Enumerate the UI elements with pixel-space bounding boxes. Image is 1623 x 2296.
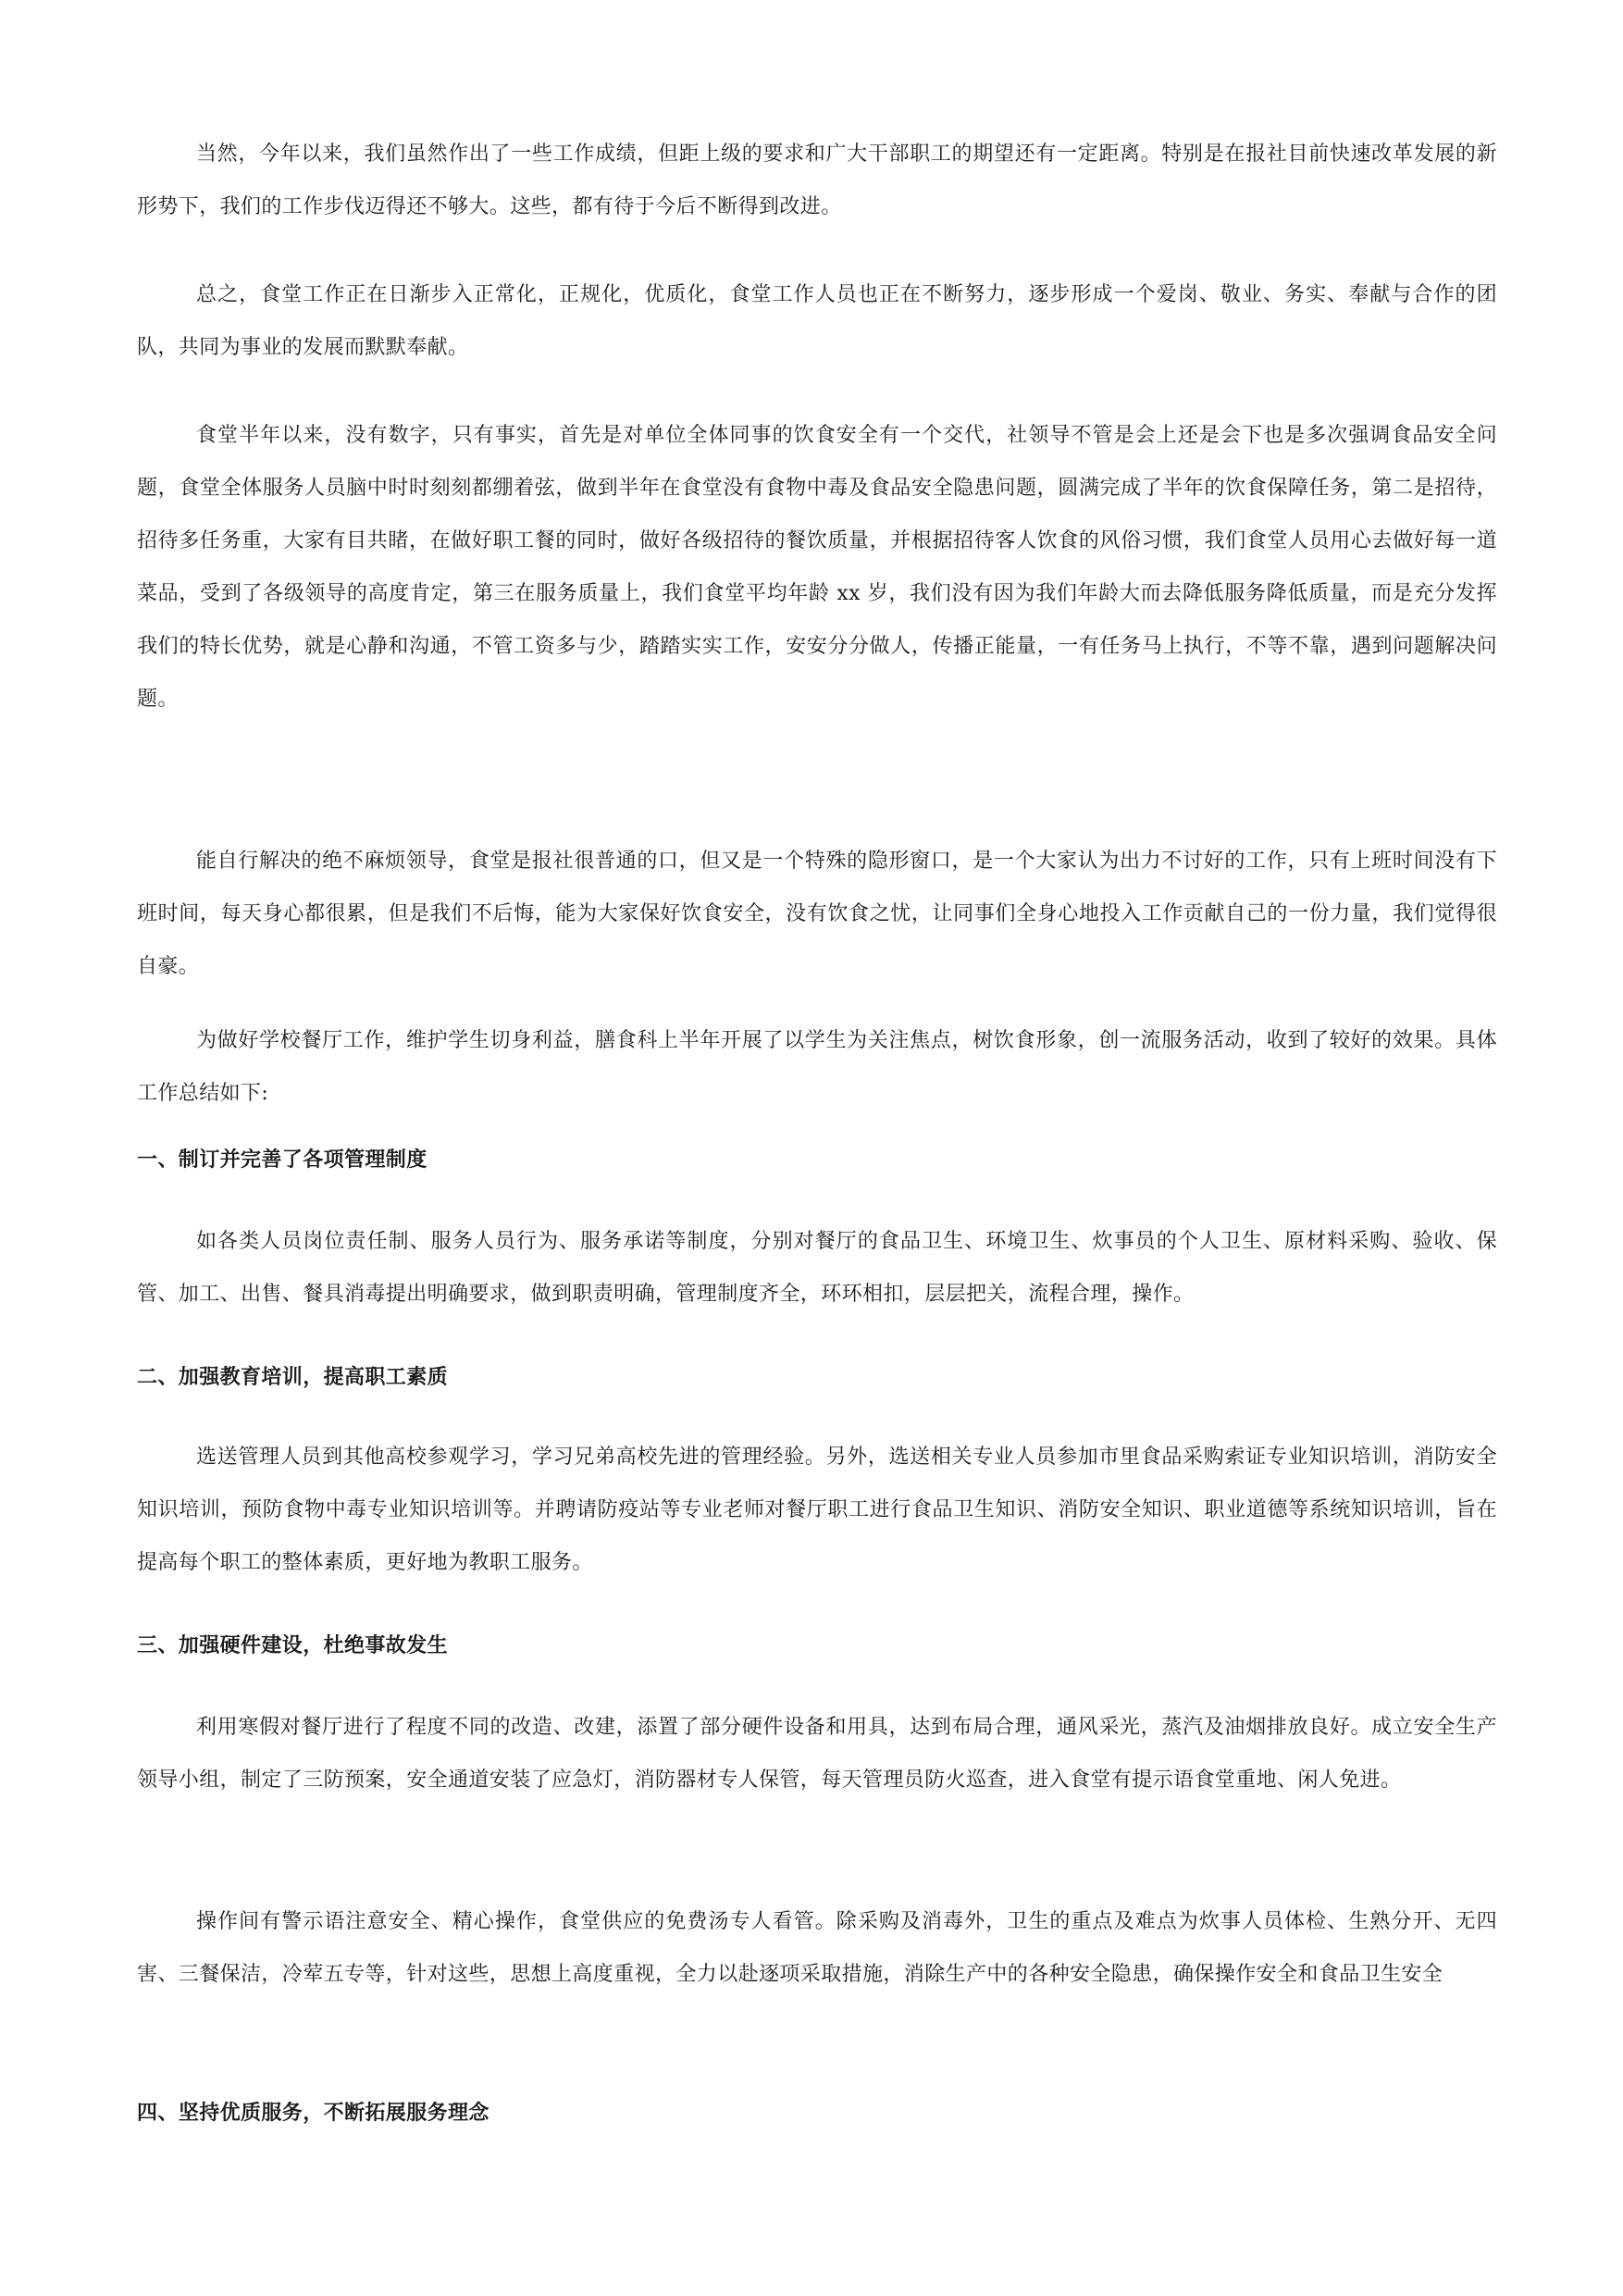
paragraph-4: 能自行解决的绝不麻烦领导，食堂是报社很普通的口，但又是一个特殊的隐形窗口，是一个大家认为出力不讨好的工作，只有上班时间没有下班时间，每天身心都很累，但是我们不后悔，能为大家保好饮食安全，没有饮食之忧，让同事们全身心地投入工作贡献自己的一份力量，我们觉得很自豪。	[137, 850, 1497, 978]
paragraph-9: 操作间有警示语注意安全、精心操作，食堂供应的免费汤专人看管。除采购及消毒外，卫生的重点及难点为炊事人员体检、生熟分开、无四害、三餐保洁，冷荤五专等，针对这些，思想上高度重视，全力以赴逐项采取措施，消除生产中的各种安全隐患，确保操作安全和食品卫生安全	[137, 1910, 1497, 1986]
paragraph-7: 选送管理人员到其他高校参观学习，学习兄弟高校先进的管理经验。另外，选送相关专业人员参加市里食品采购索证专业知识培训，消防安全知识培训，预防食物中毒专业知识培训等。并聘请防疫站等专业老师对餐厅职工进行食品卫生知识、消防安全知识、职业道德等系统知识培训，旨在提高每个职工的整体素质，更好地为教职工服务。	[137, 1446, 1497, 1574]
paragraph-5: 为做好学校餐厅工作，维护学生切身利益，膳食科上半年开展了以学生为关注焦点，树饮食形象，创一流服务活动，收到了较好的效果。具体工作总结如下:	[137, 1029, 1497, 1105]
paragraph-6: 如各类人员岗位责任制、服务人员行为、服务承诺等制度，分别对餐厅的食品卫生、环境卫生、炊事员的个人卫生、原材料采购、验收、保管、加工、出售、餐具消毒提出明确要求，做到职责明确，管理制度齐全，环环相扣，层层把关，流程合理，操作。	[137, 1230, 1497, 1306]
section-heading-3: 三、加强硬件建设，杜绝事故发生	[137, 1633, 449, 1657]
paragraph-2: 总之，食堂工作正在日渐步入正常化，正规化，优质化，食堂工作人员也正在不断努力，逐步形成一个爱岗、敬业、务实、奉献与合作的团队，共同为事业的发展而默默奉献。	[137, 283, 1497, 359]
section-heading-2: 二、加强教育培训，提高职工素质	[137, 1365, 449, 1389]
paragraph-1: 当然，今年以来，我们虽然作出了一些工作成绩，但距上级的要求和广大干部职工的期望还有一定距离。特别是在报社目前快速改革发展的新形势下，我们的工作步伐迈得还不够大。这些，都有待于今后不断得到改进。	[137, 143, 1497, 218]
paragraph-8: 利用寒假对餐厅进行了程度不同的改造、改建，添置了部分硬件设备和用具，达到布局合理，通风采光，蒸汽及油烟排放良好。成立安全生产领导小组，制定了三防预案，安全通道安装了应急灯，消防器材专人保管，每天管理员防火巡查，进入食堂有提示语食堂重地、闲人免进。	[137, 1716, 1497, 1792]
section-heading-1: 一、制订并完善了各项管理制度	[137, 1148, 427, 1172]
section-heading-4: 四、坚持优质服务，不断拓展服务理念	[137, 2101, 489, 2125]
paragraph-3: 食堂半年以来，没有数字，只有事实，首先是对单位全体同事的饮食安全有一个交代，社领导不管是会上还是会下也是多次强调食品安全问题，食堂全体服务人员脑中时时刻刻都绷着弦，做到半年在食堂没有食物中毒及食品安全隐患问题，圆满完成了半年的饮食保障任务，第二是招待，招待多任务重，大家有目共睹，在做好职工餐的同时，做好各级招待的餐饮质量，并根据招待客人饮食的风俗习惯，我们食堂人员用心去做好每一道菜品，受到了各级领导的高度肯定，第三在服务质量上，我们食堂平均年龄 xx 岁，我们没有因为我们年龄大而去降低服务降低质量，而是充分发挥我们的特长优势，就是心静和沟通，不管工资多与少，踏踏实实工作，安安分分做人，传播正能量，一有任务马上执行，不等不靠，遇到问题解决问题。	[137, 424, 1497, 711]
